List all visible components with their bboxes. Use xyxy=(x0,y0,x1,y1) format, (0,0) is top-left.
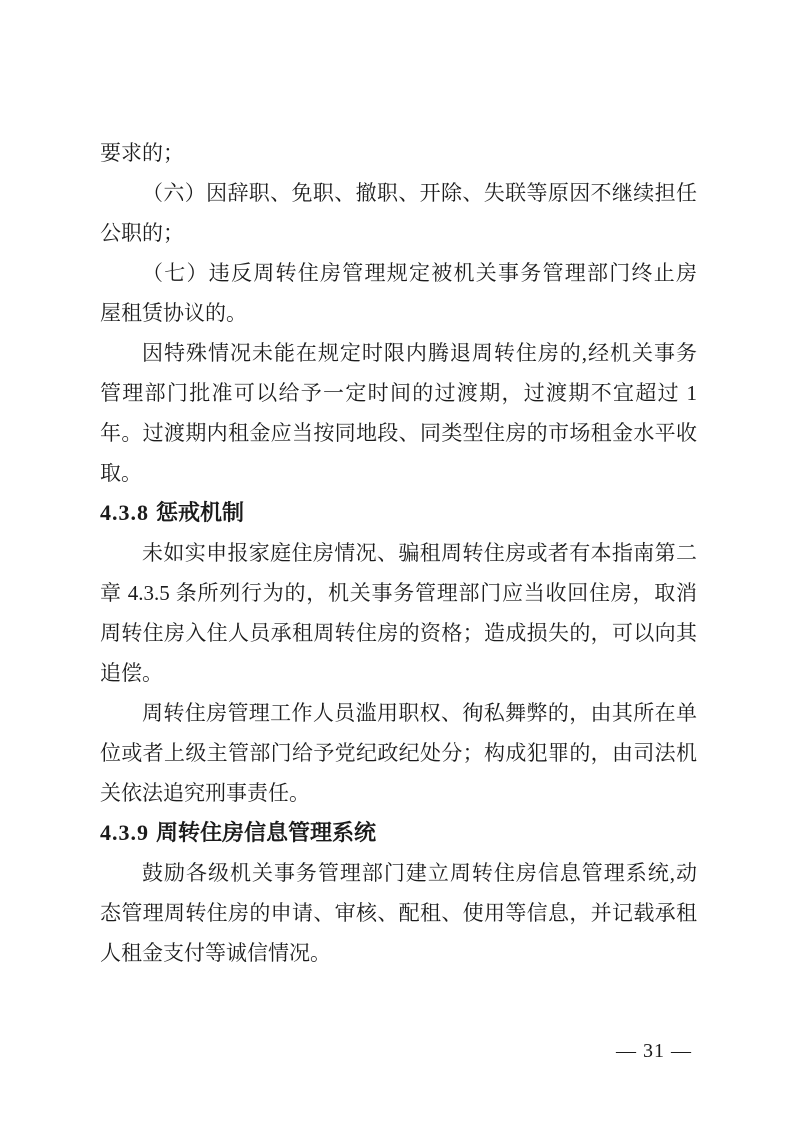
document-content xyxy=(100,133,697,973)
text-line: 追偿。 xyxy=(100,661,163,685)
text-line: 屋租赁协议的。 xyxy=(100,301,247,325)
section-heading xyxy=(100,813,697,853)
text-line: （七）违反周转住房管理规定被机关事务管理部门终止房 xyxy=(142,261,697,285)
text-line: 周转住房管理工作人员滥用职权、徇私舞弊的，由其所在单 xyxy=(142,701,697,725)
page-number: — 31 — xyxy=(616,1040,692,1062)
text-line: 关依法追究刑事责任。 xyxy=(100,781,310,805)
text-line: 取。 xyxy=(100,461,142,485)
text-line: 未如实申报家庭住房情况、骗租周转住房或者有本指南第二 xyxy=(142,541,697,565)
paragraph xyxy=(100,533,697,693)
text-line: 位或者上级主管部门给予党纪政纪处分；构成犯罪的，由司法机 xyxy=(100,741,697,765)
paragraph xyxy=(100,693,697,813)
paragraph xyxy=(100,853,697,973)
paragraph xyxy=(100,253,697,333)
section-heading-number: 4.3.8 xyxy=(100,500,149,525)
section-heading-text: 惩戒机制 xyxy=(156,500,245,525)
text-line: 态管理周转住房的申请、审核、配租、使用等信息，并记载承租 xyxy=(100,901,697,925)
paragraph xyxy=(100,133,697,173)
text-line: 周转住房入住人员承租周转住房的资格；造成损失的，可以向其 xyxy=(100,621,697,645)
text-line: 管理部门批准可以给予一定时间的过渡期，过渡期不宜超过 1 xyxy=(100,381,697,405)
section-heading-number: 4.3.9 xyxy=(100,820,149,845)
text-line: 公职的； xyxy=(100,221,184,245)
text-line: 人租金支付等诚信情况。 xyxy=(100,941,331,965)
section-heading xyxy=(100,493,697,533)
text-line: 因特殊情况未能在规定时限内腾退周转住房的,经机关事务 xyxy=(142,341,697,365)
text-line: （六）因辞职、免职、撤职、开除、失联等原因不继续担任 xyxy=(142,181,697,205)
paragraph xyxy=(100,173,697,253)
text-line: 鼓励各级机关事务管理部门建立周转住房信息管理系统,动 xyxy=(142,861,697,885)
text-line: 章 4.3.5 条所列行为的，机关事务管理部门应当收回住房，取消 xyxy=(100,581,697,605)
section-heading-text: 周转住房信息管理系统 xyxy=(156,820,377,845)
paragraph xyxy=(100,333,697,493)
text-line: 要求的； xyxy=(100,141,184,165)
text-line: 年。过渡期内租金应当按同地段、同类型住房的市场租金水平收 xyxy=(100,421,697,445)
